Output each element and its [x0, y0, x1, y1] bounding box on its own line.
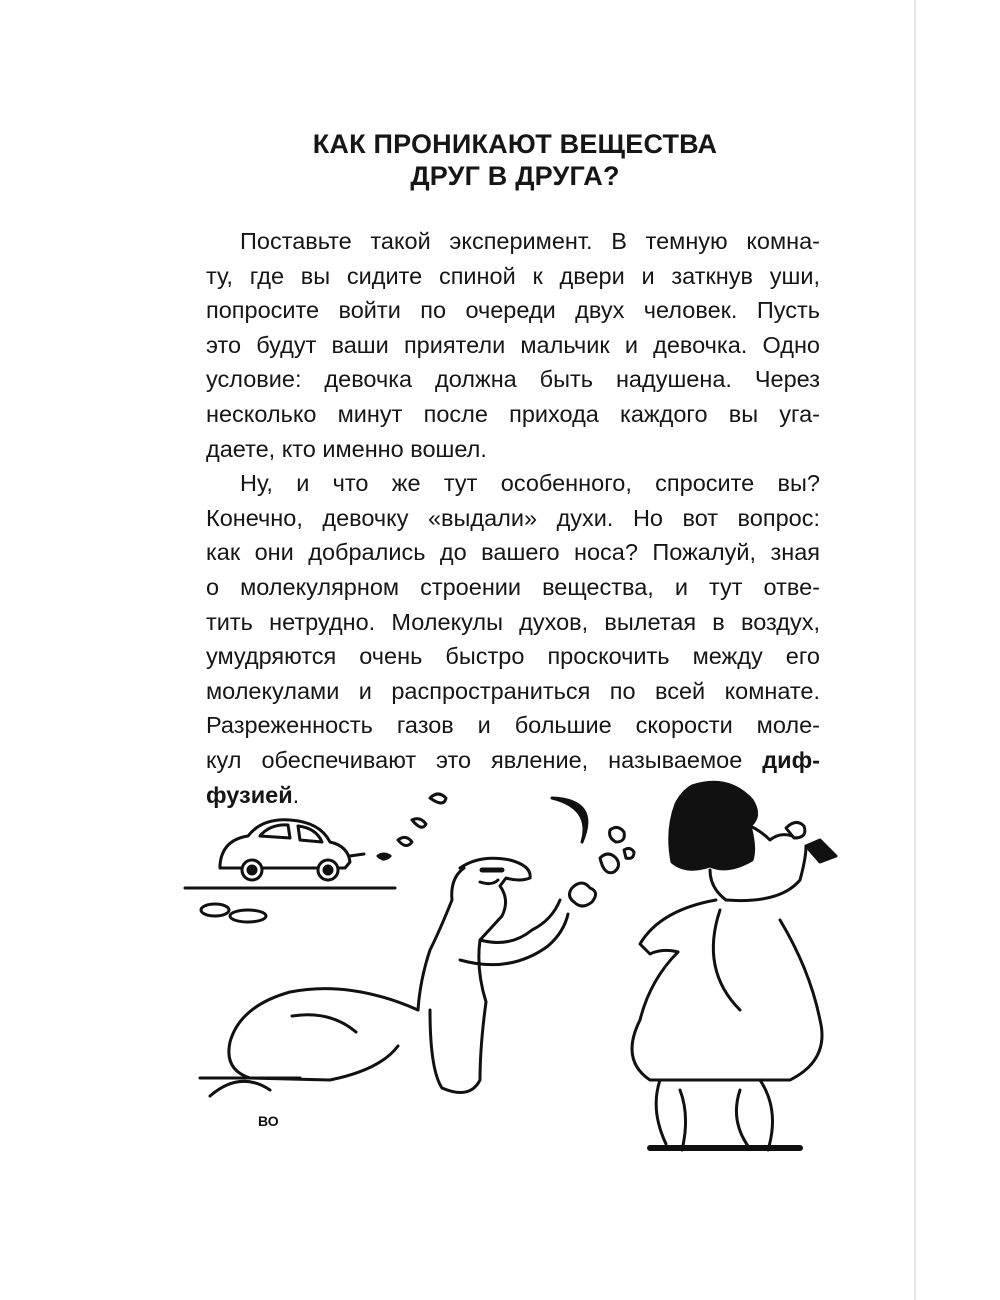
text-line: Конечно, девочку «выдали» духи. Но вот вопрос:: [206, 504, 820, 531]
girl-figure-icon: [632, 782, 836, 1150]
text-line: молекулами и распространиться по всей комнате.: [206, 677, 820, 704]
artist-signature: ВО: [258, 1113, 279, 1129]
term-bold-part1: диф-: [762, 746, 821, 773]
text-line: несколько минут после прихода каждого вы уга-: [206, 400, 820, 427]
term-period: .: [292, 781, 300, 808]
perfume-cloud-icon: [569, 883, 595, 906]
perfume-cloud-icon: [610, 827, 625, 842]
text-line: о молекулярном строении вещества, и тут отве-: [206, 573, 820, 600]
text-line: попросите войти по очереди двух человек. Пусть: [206, 297, 820, 324]
body-text: [206, 224, 820, 812]
perfume-cloud-icon: [624, 848, 634, 858]
text-line: Ну, и что же тут особенного, спросите вы?: [240, 470, 820, 497]
text-line: даете, кто именно вошел.: [206, 435, 487, 462]
text-line: Разреженность газов и большие скорости моле-: [206, 712, 820, 739]
smell-puff-icon: [412, 819, 426, 828]
term-bold-part2: фузией: [206, 781, 293, 808]
boy-figure-icon: [200, 858, 568, 1096]
cartoon-illustration: [180, 770, 840, 1170]
moon-icon: [552, 798, 587, 842]
stone-shape: [230, 910, 266, 922]
smell-puff-icon: [398, 837, 412, 845]
page-title: [200, 128, 830, 192]
stone-shape: [201, 904, 229, 916]
text-line: условие: девочка должна быть надушена. Через: [206, 366, 820, 393]
page-edge-line: [914, 0, 916, 1300]
car-icon: [220, 820, 364, 880]
title-line-2: ДРУГ В ДРУГА?: [410, 161, 620, 191]
perfume-cloud-icon: [600, 854, 619, 873]
text-line: как они добрались до вашего носа? Пожалуй, зная: [206, 539, 820, 566]
smell-puff-icon: [378, 854, 390, 859]
smell-puff-icon: [430, 794, 446, 803]
text-line: Поставьте такой эксперимент. В темную комна-: [240, 228, 820, 254]
title-line-1: КАК ПРОНИКАЮТ ВЕЩЕСТВА: [312, 129, 718, 159]
text-line: умудряются очень быстро проскочить между его: [206, 643, 820, 670]
text-line-part: кул обеспечивают это явление, называемое: [206, 746, 743, 773]
text-line: тить нетрудно. Молекулы духов, вылетая в воздух,: [206, 608, 820, 635]
text-line: ту, где вы сидите спиной к двери и заткнув уши,: [206, 262, 820, 289]
text-line: это будут ваши приятели мальчик и девочка. Одно: [206, 331, 820, 358]
